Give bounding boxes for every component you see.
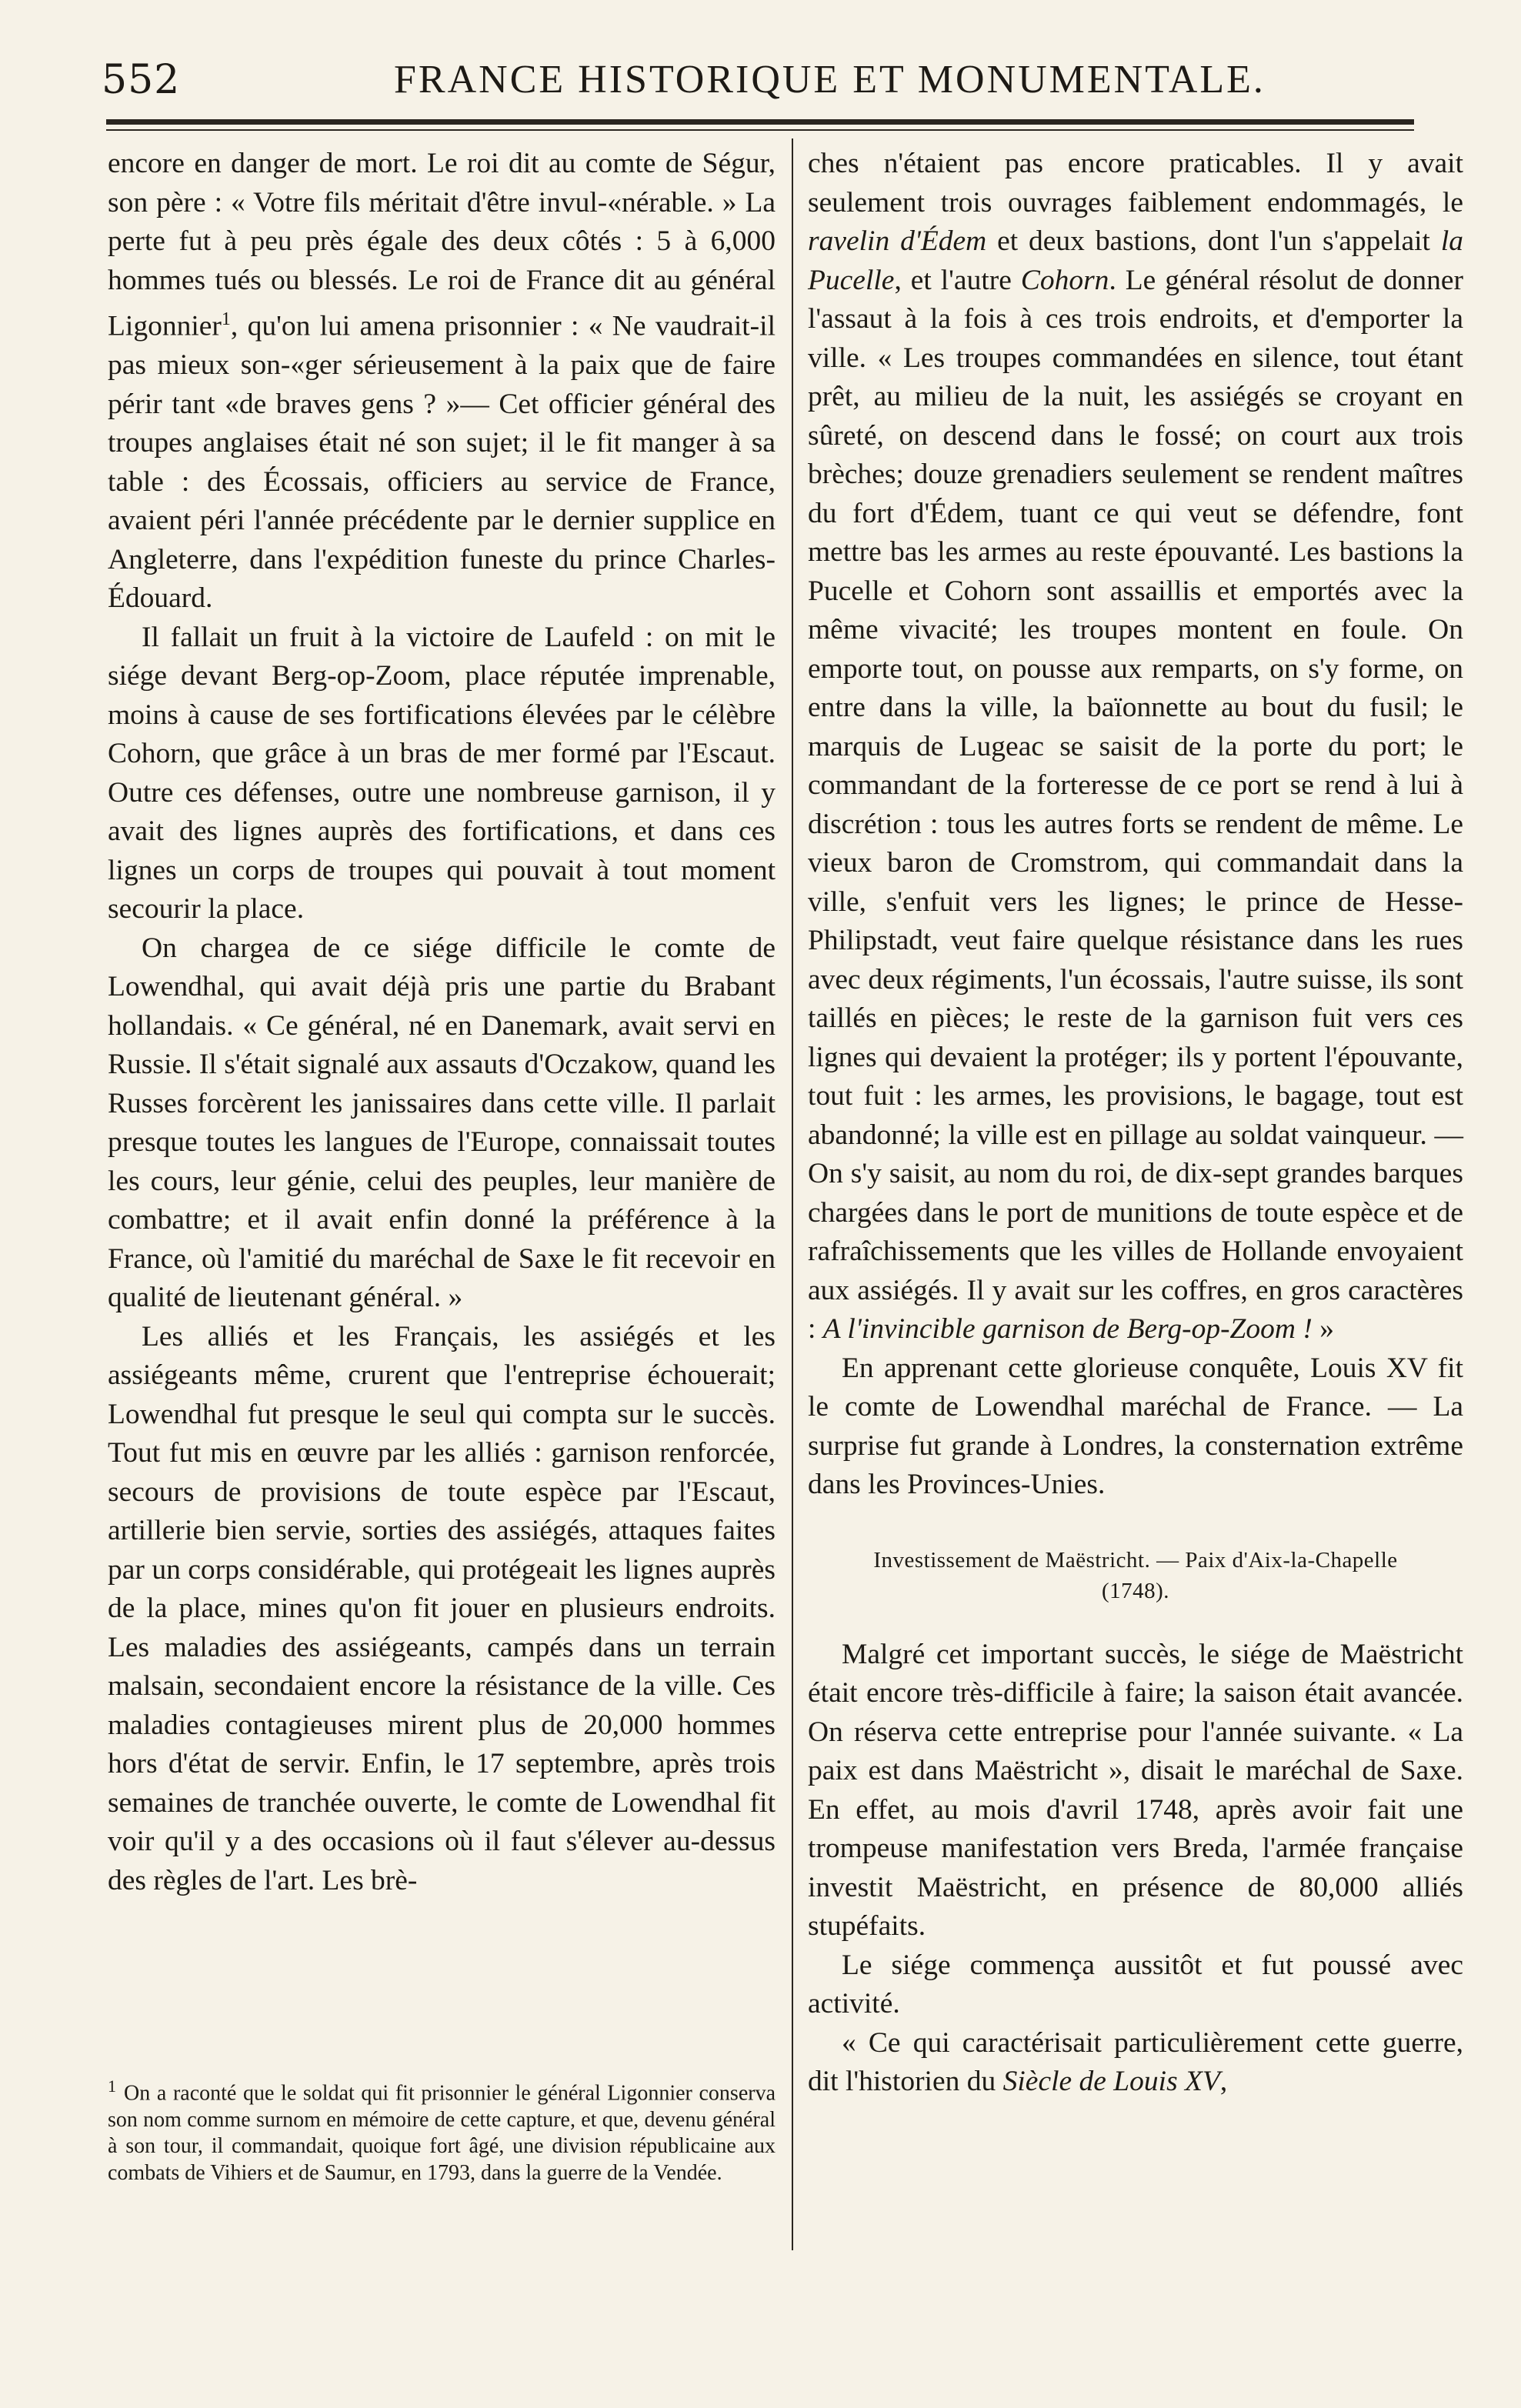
page-number: 552 — [102, 57, 181, 103]
footnote — [108, 2073, 776, 2186]
section-heading — [808, 1545, 1463, 1606]
page-header — [102, 40, 1425, 109]
running-title: FRANCE HISTORIQUE ET MONUMENTALE. — [394, 58, 1266, 102]
paragraph: Les alliés et les Français, les assiégés et les assiégeants même, crurent que l'entreprise échouerait; Lowendhal fut presque le seul qui compta sur le succès. Tout fut mis en œuvre par les alliés : garnison renforcée, secours de provisions de toute espèce par l'Escaut, artillerie bien servie, sorties des assiégés, attaques faites par un corps considérable, qui protégeait les lignes auprès de la place, mines qu'on fit jouer en plusieurs endroits. Les maladies des assiégeants, campés dans un terrain malsain, secondaient encore la résistance de la ville. Ces maladies contagieuses mirent plus de 20,000 hommes hors d'état de servir. Enfin, le 17 septembre, après trois semaines de tranchée ouverte, le comte de Lowendhal fit voir qu'il y a des occasions où il faut s'élever au-dessus des règles de l'art. Les brè- — [108, 1320, 776, 1896]
header-rule-thick — [106, 119, 1414, 125]
italic-inscription: A l'invincible garnison de Berg-op-Zoom ! — [822, 1313, 1313, 1345]
column-divider — [792, 138, 793, 2250]
paragraph-text: » — [1312, 1313, 1334, 1345]
paragraph-text: ches n'étaient pas encore praticables. Il y avait seulement trois ouvrages faiblement endommagés, le — [808, 148, 1463, 218]
paragraph — [808, 2024, 1463, 2102]
paragraph: On chargea de ce siége difficile le comte de Lowendhal, qui avait déjà pris une partie du Brabant hollandais. « Ce général, né en Danemark, avait servi en Russie. Il s'était signalé aux assauts d'Oczakow, quand les Russes forcèrent les janissaires dans cette ville. Il parlait presque toutes les langues de l'Europe, connaissait toutes les cours, leur génie, celui des peuples, leur manière de combattre; et il avait enfin donné la préférence à la France, où l'amitié du maréchal de Saxe le fit recevoir en qualité de lieutenant général. » — [108, 932, 776, 1313]
right-column — [808, 145, 1463, 2102]
paragraph-text: , — [1219, 2066, 1228, 2097]
paragraph: Malgré cet important succès, le siége de Maëstricht était encore très-difficile à faire; la saison était avancée. On réserva cette entreprise pour l'année suivante. « La paix est dans Maëstricht », disait le maréchal de Saxe. En effet, au mois d'avril 1748, après avoir fait une trompeuse manifestation vers Breda, l'armée française investit Maëstricht, en présence de 80,000 alliés stupéfaits. — [808, 1638, 1463, 1942]
paragraph-text: . Le général résolut de donner l'assaut à la fois à ces trois endroits, et d'emporter la ville. « Les troupes commandées en silence, tout étant prêt, au milieu de la nuit, les assiégés se croyant en sûreté, on descend dans le fossé; on court aux trois brèches; douze grenadiers seulement se rendent maîtres du fort d'Édem, tuant ce qui veut se défendre, font mettre bas les armes au reste épouvanté. Les bastions la Pucelle et Cohorn sont assaillis et emportés avec la même vivacité; les troupes montent en foule. On emporte tout, on pousse aux remparts, on s'y forme, on entre dans la ville, la baïonnette au bout du fusil; le marquis de Lugeac se saisit de la porte du port; le commandant de la forteresse de ce port se rend à lui à discrétion : tous les autres forts se rendent de même. Le vieux baron de Cromstrom, qui commandait dans la ville, s'enfuit vers les lignes; le prince de Hesse-Philipstadt, veut faire quelque résistance dans les rues avec deux régiments, l'un écossais, l'autre suisse, ils sont taillés en pièces; le reste de la garnison fuit vers ces lignes qui devaient la protéger; ils y portent l'épouvante, tout fuit : les armes, les provisions, le bagage, tout est abandonné; la ville est en pillage au soldat vainqueur. — On s'y saisit, au nom du roi, de dix-sept grandes barques chargées dans le port de munitions de toute espèce et de rafraîchissements que les villes de Hollande envoyaient aux assiégés. Il y avait sur les coffres, en gros caractères : — [808, 264, 1463, 1345]
footnote-marker: 1 — [108, 2076, 116, 2096]
paragraph-text: et deux bastions, dont l'un s'appelait — [986, 225, 1441, 257]
footnote-text: On a raconté que le soldat qui fit prisonnier le général Ligonnier conserva son nom comme surnom en mémoire de cette capture, et que, devenu général à son tour, il commandait, quoique fort âgé, une division républicaine aux combats de Vihiers et de Saumur, en 1793, dans la guerre de la Vendée. — [108, 2081, 776, 2185]
paragraph: Il fallait un fruit à la victoire de Laufeld : on mit le siége devant Berg-op-Zoom, place réputée imprenable, moins à cause de ses fortifications élevées par le célèbre Cohorn, que grâce à un bras de mer formé par l'Escaut. Outre ces défenses, outre une nombreuse garnison, il y avait des lignes auprès des fortifications, et dans ces lignes un corps de troupes qui pouvait à tout moment secourir la place. — [108, 621, 776, 925]
paragraph-text: encore en danger de mort. Le roi dit au comte de Ségur, son père : « Votre fils méritait d'être invul-«nérable. » La perte fut à peu près égale des deux côtés : 5 à 6,000 hommes tués ou blessés. Le roi de France dit au général Ligonnier — [108, 148, 776, 342]
italic-term: ravelin d'Édem — [808, 225, 987, 257]
paragraph — [108, 145, 776, 619]
paragraph-text: , et l'autre — [894, 264, 1021, 296]
italic-term: la Pucelle — [808, 225, 1464, 296]
italic-title: Siècle de Louis XV — [1002, 2066, 1220, 2097]
paragraph — [808, 145, 1463, 1349]
header-rule-thin — [106, 129, 1414, 131]
paragraph-text: , qu'on lui amena prisonnier : « Ne vaudrait-il pas mieux son-«ger sérieusement à la paix que de faire périr tant «de braves gens ? »— Cet officier général des troupes anglaises était né son sujet; il le fit manger à sa table : des Écossais, officiers au service de France, avaient péri l'année précédente par le dernier supplice en Angleterre, dans l'expédition funeste du prince Charles-Édouard. — [108, 310, 776, 614]
paragraph-text: « Ce qui caractérisait particulièrement cette guerre, dit l'historien du — [808, 2026, 1463, 2097]
footnote-reference: 1 — [221, 309, 231, 329]
section-heading-title: Investissement de Maëstricht. — Paix d'Aix-la-Chapelle — [873, 1547, 1398, 1573]
paragraph: Le siége commença aussitôt et fut poussé avec activité. — [808, 1949, 1463, 2019]
paragraph: En apprenant cette glorieuse conquête, Louis XV fit le comte de Lowendhal maréchal de France. — La surprise fut grande à Londres, la consternation extrême dans les Provinces-Unies. — [808, 1352, 1463, 1500]
left-column — [108, 145, 776, 1900]
section-heading-date: (1748). — [1101, 1578, 1170, 1603]
italic-term: Cohorn — [1020, 264, 1109, 296]
